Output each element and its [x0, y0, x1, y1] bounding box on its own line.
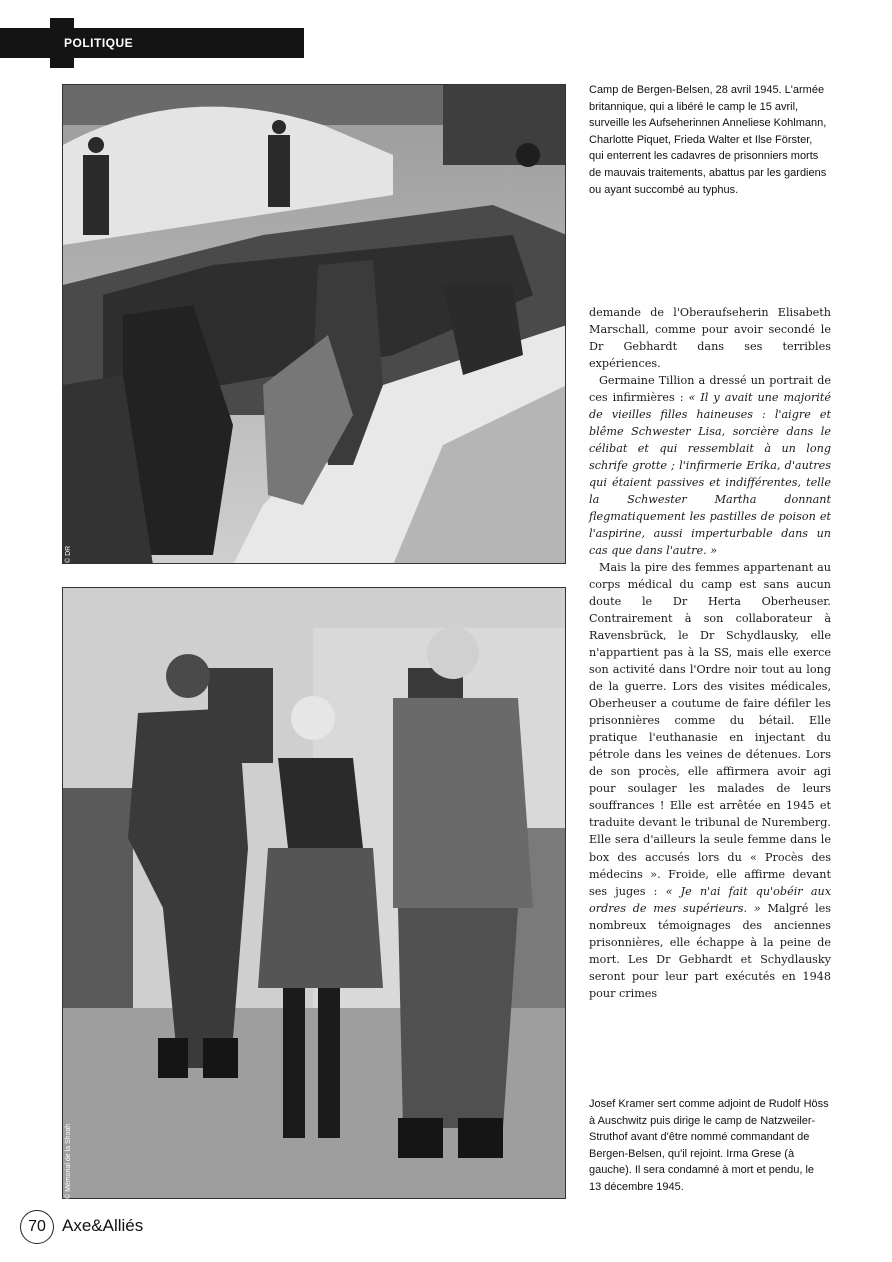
photo-bergen-belsen-illustration [63, 85, 566, 564]
magazine-name: Axe&Alliés [62, 1216, 144, 1235]
photo-caption: Camp de Bergen-Belsen, 28 avril 1945. L'armée britannique, qui a libéré le camp le 15 avril, surveille les Aufseherinnen Anneliese Kohlmann, Charlotte Piquet, Frieda Walter et Ilse Förster, qui enterrent les cadavres de prisonniers morts de mauvais traitements, abattus par les gardiens ou ayant succombé au typhus. [589, 84, 827, 196]
photo-credit: © Mémorial de la Shoah [65, 1123, 72, 1199]
article-paragraph [589, 372, 831, 559]
page-number: 70 [20, 1210, 54, 1244]
article-text: Malgré les nombreux témoignages des anciennes prisonnières, elle échappe à la peine de mort. Les Dr Gebhardt et Schydlausky seront pour leur part exécutés en 1948 pour crimes [589, 901, 832, 1000]
section-header-bar [0, 28, 304, 58]
article-quote: « Il y avait une majorité de vieilles filles haineuses : l'aigre et blême Schwester Lisa, sorcière dans le célibat et qui ressemblait à un long schrife grotte ; l'infirmerie Erika, d'autres qui étaient passives et indifférentes, telle la Schwester Martha donnant flegmatiquement les pastilles de poison et l'aspirine, aussi imperturbable dans un cas que dans l'autre. » [589, 391, 832, 558]
photo-caption: Josef Kramer sert comme adjoint de Rudolf Höss à Auschwitz puis dirige le camp de Natzweiler-Struthof avant d'être nommé commandant de Bergen-Belsen, qu'il rejoint. Irma Grese (à gauche). Il sera condamné à mort et pendu, le 13 décembre 1945. [589, 1098, 829, 1193]
photo-kramer-grese-illustration [63, 588, 566, 1199]
photo-kramer-grese [62, 587, 566, 1199]
photo-bergen-belsen-burial [62, 84, 566, 564]
article-paragraph [589, 559, 831, 1001]
article-quote: « Je n'ai fait qu'obéir aux ordres de mes supérieurs. » [589, 884, 831, 915]
article-text: Mais la pire des femmes appartenant au corps médical du camp est sans aucun doute le Dr Herta Oberheuser. Contrairement à son collaborateur à Ravensbrück, le Dr Schydlausky, elle n'appartient pas à la SS, mais elle exerce son activité dans l'Ordre noir tout au long de la guerre. Lors des visites médicales, Oberheuser a coutume de faire défiler les prisonnières comme du bétail. Elle pratique l'euthanasie en injectant du pétrole dans les veines de détenues. Lors de son procès, elle affirmera avoir agi pour soulager les malades de leurs souffrances ! Elle est arrêtée en 1945 et traduite devant le tribunal de Nuremberg. Elle sera d'ailleurs la seule femme dans le box des accusés lors du « Procès des médecins ». Froide, elle affirme devant ses juges : [589, 561, 831, 898]
section-label: POLITIQUE [64, 36, 134, 50]
article-body [589, 304, 831, 1002]
photo-credit: © DR [65, 545, 72, 563]
article-paragraph: demande de l'Oberaufseherin Elisabeth Marschall, comme pour avoir secondé le Dr Gebhardt dans ses terribles expériences. [589, 306, 831, 371]
article-text: Germaine Tillion a dressé un portrait de ces infirmières : [589, 374, 831, 405]
